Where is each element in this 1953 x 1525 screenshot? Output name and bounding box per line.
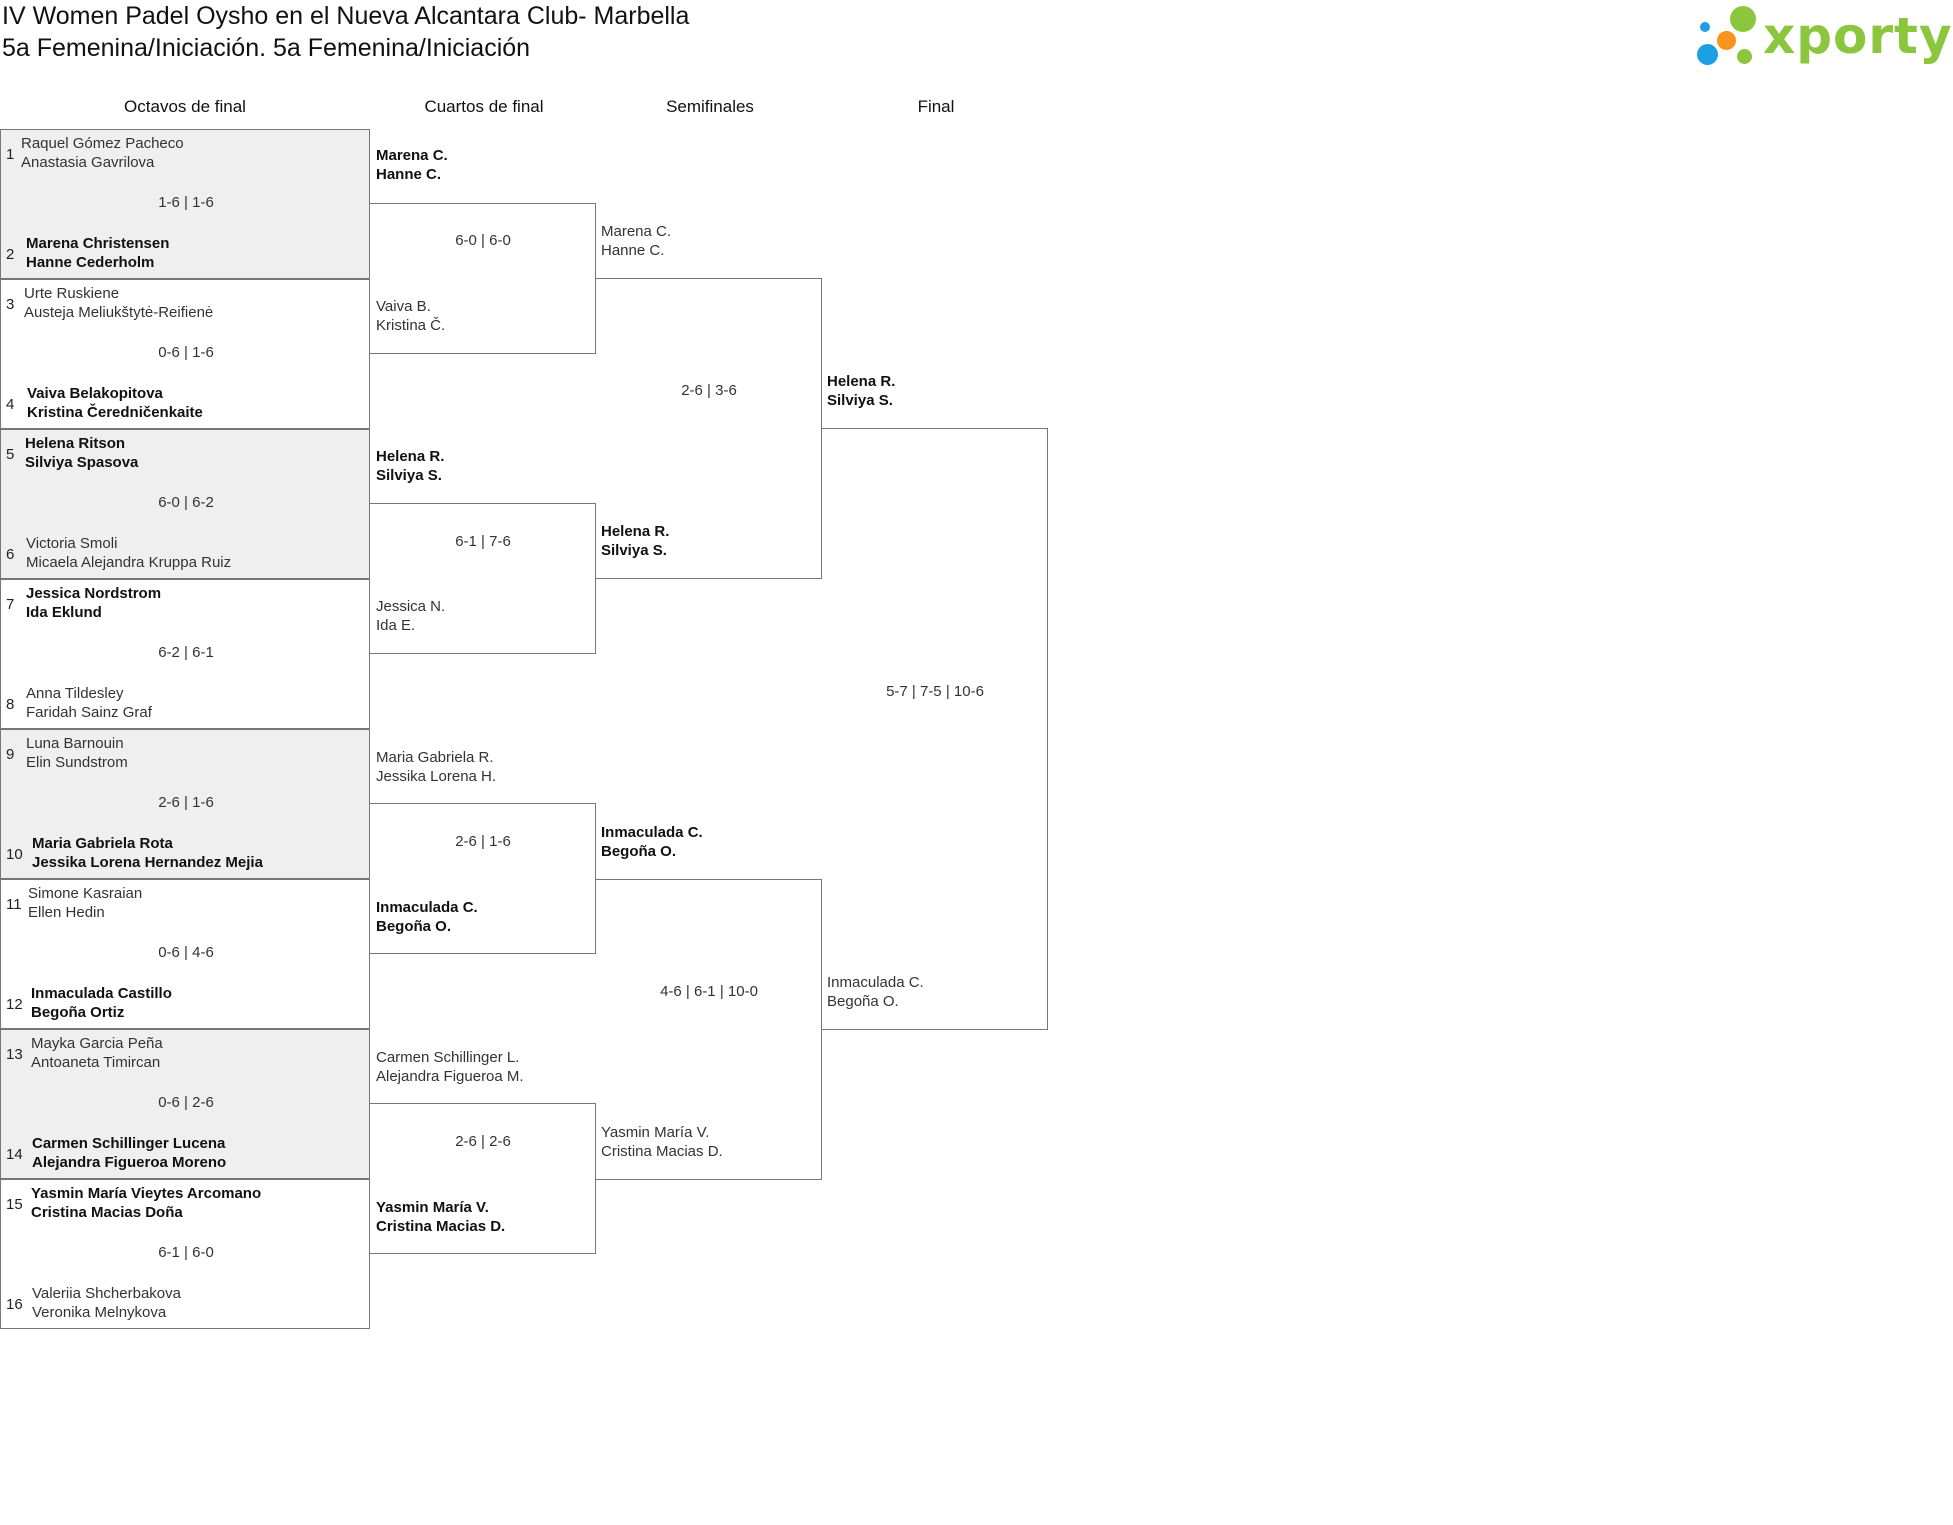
team-entry: Raquel Gómez Pacheco Anastasia Gavrilova: [21, 135, 184, 171]
seed-number: 5: [6, 446, 15, 463]
qf-team-entry: Yasmin María V. Cristina Macias D.: [376, 1199, 506, 1235]
match-score: 6-1 | 7-6: [455, 533, 511, 550]
category-title: 5a Femenina/Iniciación. 5a Femenina/Iniciación: [2, 34, 531, 62]
match-score: 5-7 | 7-5 | 10-6: [886, 683, 984, 700]
match-r16-4[interactable]: [0, 579, 370, 729]
logo-dot-green-small: [1737, 49, 1752, 64]
seed-number: 4: [6, 396, 15, 413]
match-score: 0-6 | 2-6: [158, 1094, 214, 1111]
logo-wordmark: xporty: [1763, 7, 1953, 65]
seed-number: 16: [6, 1296, 23, 1313]
seed-number: 12: [6, 996, 23, 1013]
seed-number: 10: [6, 846, 23, 863]
team-entry-winner: Marena Christensen Hanne Cederholm: [26, 235, 170, 271]
team-entry-winner: Yasmin María Vieytes Arcomano Cristina Macias Doña: [31, 1185, 262, 1221]
match-final[interactable]: [822, 428, 1048, 1030]
seed-number: 2: [6, 246, 15, 263]
team-entry: Mayka Garcia Peña Antoaneta Timircan: [31, 1035, 163, 1071]
match-r16-6[interactable]: [0, 879, 370, 1029]
seed-number: 3: [6, 296, 15, 313]
qf-team-entry: Inmaculada C. Begoña O.: [376, 899, 478, 935]
qf-team-entry: Jessica N. Ida E.: [376, 598, 446, 634]
match-score: 6-2 | 6-1: [158, 644, 214, 661]
seed-number: 14: [6, 1146, 23, 1163]
match-score: 4-6 | 6-1 | 10-0: [660, 983, 758, 1000]
logo-dot-blue: [1697, 44, 1718, 65]
seed-number: 13: [6, 1046, 23, 1063]
match-score: 6-0 | 6-2: [158, 494, 214, 511]
team-entry-winner: Jessica Nordstrom Ida Eklund: [26, 585, 162, 621]
team-entry: Valeriia Shcherbakova Veronika Melnykova: [32, 1285, 181, 1321]
match-r16-8[interactable]: [0, 1179, 370, 1329]
team-entry-winner: Carmen Schillinger Lucena Alejandra Figueroa Moreno: [32, 1135, 227, 1171]
seed-number: 8: [6, 696, 15, 713]
xporty-logo: [1697, 4, 1953, 66]
match-r16-5[interactable]: [0, 729, 370, 879]
match-r16-7[interactable]: [0, 1029, 370, 1179]
team-entry: Simone Kasraian Ellen Hedin: [28, 885, 143, 921]
match-r16-3[interactable]: [0, 429, 370, 579]
final-team-entry: Helena R. Silviya S.: [827, 373, 896, 409]
qf-team-entry: Marena C. Hanne C.: [376, 147, 448, 183]
team-entry-winner: Helena Ritson Silviya Spasova: [25, 435, 139, 471]
qf-team-entry: Vaiva B. Kristina Č.: [376, 298, 446, 334]
match-score: 1-6 | 1-6: [158, 194, 214, 211]
logo-dot-green: [1730, 6, 1756, 32]
seed-number: 6: [6, 546, 15, 563]
match-score: 2-6 | 1-6: [455, 833, 511, 850]
team-entry: Anna Tildesley Faridah Sainz Graf: [26, 685, 152, 721]
match-score: 0-6 | 1-6: [158, 344, 214, 361]
sf-team-entry: Marena C. Hanne C.: [601, 223, 672, 259]
seed-number: 1: [6, 146, 15, 163]
qf-team-entry: Carmen Schillinger L. Alejandra Figueroa M.: [376, 1049, 524, 1085]
team-entry: Victoria Smoli Micaela Alejandra Kruppa Ruiz: [26, 535, 232, 571]
qf-team-entry: Maria Gabriela R. Jessika Lorena H.: [376, 749, 497, 785]
match-score: 2-6 | 2-6: [455, 1133, 511, 1150]
seed-number: 7: [6, 596, 15, 613]
sf-team-entry: Helena R. Silviya S.: [601, 523, 670, 559]
round-header-qf: Cuartos de final: [424, 97, 544, 116]
seed-number: 9: [6, 746, 15, 763]
team-entry-winner: Vaiva Belakopitova Kristina Čeredničenkaite: [27, 385, 203, 421]
match-score: 6-1 | 6-0: [158, 1244, 214, 1261]
tournament-title: IV Women Padel Oysho en el Nueva Alcantara Club- Marbella: [2, 2, 690, 30]
round-header-sf: Semifinales: [666, 97, 754, 116]
logo-dot-orange: [1717, 31, 1736, 50]
round-header-r16: Octavos de final: [124, 97, 246, 116]
team-entry: Luna Barnouin Elin Sundstrom: [26, 735, 128, 771]
team-entry-winner: Maria Gabriela Rota Jessika Lorena Hernandez Mejia: [32, 835, 263, 871]
team-entry-winner: Inmaculada Castillo Begoña Ortiz: [31, 985, 172, 1021]
final-team-entry: Inmaculada C. Begoña O.: [827, 974, 924, 1010]
match-score: 0-6 | 4-6: [158, 944, 214, 961]
round-header-final: Final: [917, 97, 955, 116]
sf-team-entry: Yasmin María V. Cristina Macias D.: [601, 1124, 723, 1160]
match-score: 6-0 | 6-0: [455, 232, 511, 249]
match-score: 2-6 | 3-6: [681, 382, 737, 399]
seed-number: 11: [6, 896, 22, 913]
match-score: 2-6 | 1-6: [158, 794, 214, 811]
sf-team-entry: Inmaculada C. Begoña O.: [601, 824, 703, 860]
seed-number: 15: [6, 1196, 23, 1213]
match-r16-2[interactable]: [0, 279, 370, 429]
match-r16-1[interactable]: [0, 129, 370, 279]
team-entry: Urte Ruskiene Austeja Meliukštytė-Reifienė: [24, 285, 214, 321]
logo-dot-blue-small: [1700, 22, 1710, 32]
qf-team-entry: Helena R. Silviya S.: [376, 448, 445, 484]
